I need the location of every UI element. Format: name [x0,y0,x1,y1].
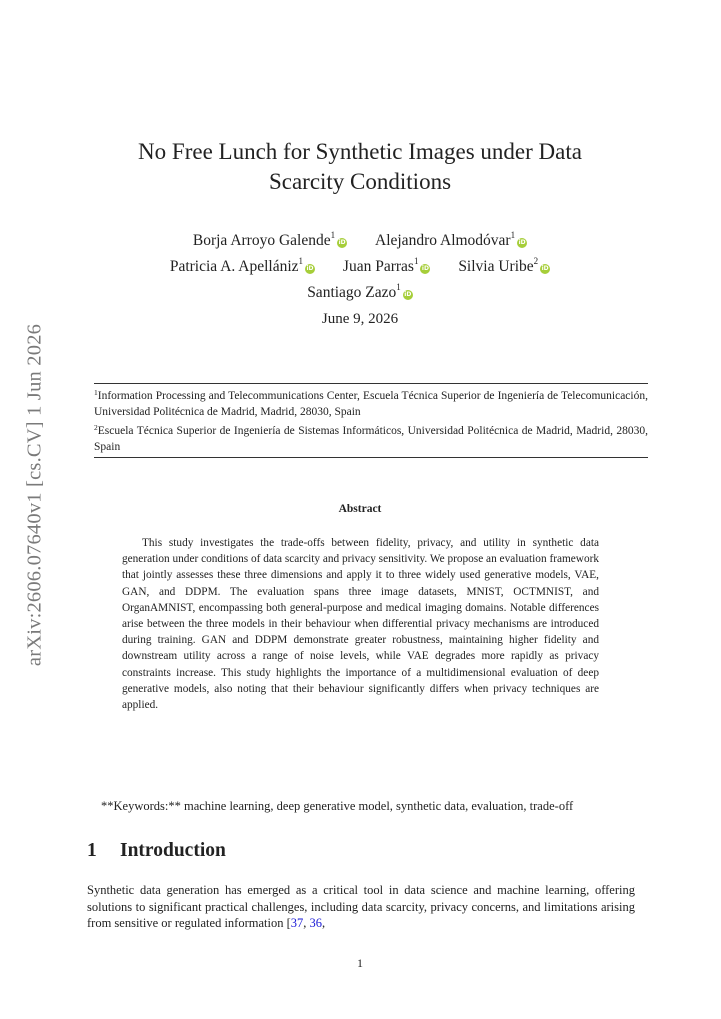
orcid-icon[interactable]: iD [421,265,429,272]
affiliation-number: 2 [94,423,98,432]
author-name: Silvia Uribe [458,258,534,275]
author-affiliation-mark: 1 [298,256,304,266]
author-name: Alejandro Almodóvar [375,232,511,249]
affiliation-number: 1 [94,388,98,397]
orcid-icon[interactable]: iD [404,291,412,298]
arxiv-identifier-stamp: arXiv:2606.07640v1 [cs.CV] 1 Jun 2026 [23,323,46,667]
publication-date: June 9, 2026 [321,311,399,327]
author-affiliation-mark: 2 [533,256,539,266]
author-name: Borja Arroyo Galende [192,232,331,249]
orcid-icon[interactable]: iD [518,239,526,246]
author-affiliation-mark: 1 [413,256,419,266]
affiliations-block [94,383,648,458]
orcid-icon[interactable]: iD [306,265,314,272]
page-number: 1 [357,956,363,970]
author [458,251,550,277]
author-line-2 [87,251,633,277]
author-affiliation-mark: 1 [330,230,336,240]
abstract-heading: Abstract [338,503,382,515]
author [193,225,347,251]
author-list [87,225,633,303]
affiliation-text: Information Processing and Telecommunications Center, Escuela Técnica Superior de Ingeniería de Telecomunicación, Universidad Politécnica de Madrid, Madrid, 28030, Spain [94,390,648,418]
citation-separator: , [303,916,310,930]
orcid-icon[interactable]: iD [541,265,549,272]
author-name: Santiago Zazo [307,284,397,301]
citation-link[interactable]: 36 [309,916,323,930]
citation-link[interactable]: 37 [290,916,304,930]
paper-title [87,137,633,197]
abstract-body: This study investigates the trade-offs between fidelity, privacy, and utility in synthetic data generation under conditions of data scarcity and privacy sensitivity. We propose an evaluation framework that jointly assesses these three dimensions and apply it to three widely used generative models, VAE, GAN, and DDPM. The evaluation spans three image datasets, MNIST, OCTMNIST, and OrganAMNIST, encompassing both general-purpose and medical imaging domains. Notable differences arise between the three models in their behaviour when differential privacy mechanisms are introduced during training. GAN and DDPM demonstrate greater robustness, maintaining higher fidelity and downstream utility across a range of noise levels, while VAE degrades more rapidly as privacy constraints increase. This study highlights the importance of a multidimensional evaluation of deep generative models, also noting that their behaviour significantly differs when privacy techniques are applied. [122,537,599,712]
author [343,251,431,277]
orcid-icon[interactable]: iD [338,239,346,246]
affiliation-2 [94,420,648,455]
section-heading [87,840,226,862]
section-number: 1 [87,840,97,861]
affiliation-1 [94,385,648,420]
keywords: **Keywords:** machine learning, deep generative model, synthetic data, evaluation, trade-off [101,799,574,813]
intro-text-tail: , [322,916,326,930]
title-line-1: No Free Lunch for Synthetic Images under Data [138,139,582,164]
introduction-paragraph [87,882,635,932]
author-name: Patricia A. Apellániz [169,258,299,275]
affiliation-text: Escuela Técnica Superior de Ingeniería de Sistemas Informáticos, Universidad Politécnica de Madrid, Madrid, 28030, Spain [94,425,648,453]
intro-text: Synthetic data generation has emerged as a critical tool in data science and machine learning, offering solutions to significant practical challenges, including data scarcity, privacy concerns, and limitations arising from sensitive or regulated information [ [87,883,635,930]
author-line-1 [87,225,633,251]
section-title: Introduction [120,840,226,861]
author-line-3 [87,277,633,303]
author [307,277,413,303]
author [170,251,315,277]
author-name: Juan Parras [342,258,414,275]
author-affiliation-mark: 1 [396,282,401,292]
title-line-2: Scarcity Conditions [268,169,452,194]
author-affiliation-mark: 1 [510,230,516,240]
author [375,225,527,251]
